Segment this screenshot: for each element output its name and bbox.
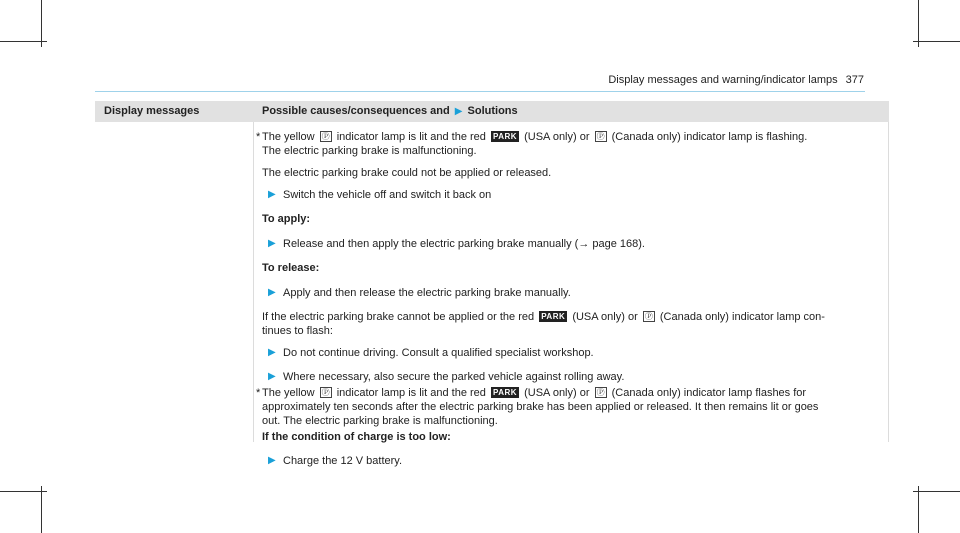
- text: approximately ten seconds after the electric parking brake has been applied or released. It then remains lit or goes: [262, 401, 819, 413]
- asterisk-bullet: *: [256, 131, 261, 143]
- column-divider: [253, 122, 254, 442]
- table-header: [95, 101, 889, 122]
- parking-brake-lamp-icon: Ⓟ: [321, 132, 330, 141]
- parking-brake-lamp-icon: Ⓟ: [321, 388, 330, 397]
- parking-brake-lamp-icon: Ⓟ: [644, 312, 653, 321]
- step: [262, 188, 882, 202]
- step: [262, 370, 882, 384]
- text: The yellow: [262, 387, 315, 399]
- col-header-display-messages: Display messages: [104, 105, 200, 117]
- step-text: Charge the 12 V battery.: [283, 455, 403, 467]
- text: The electric parking brake is malfunctioning.: [262, 145, 477, 157]
- table-right-border: [888, 122, 889, 442]
- step-arrow-icon: ▶: [268, 347, 276, 358]
- step-text: Switch the vehicle off and switch it back on: [283, 189, 492, 201]
- text: The yellow: [262, 131, 315, 143]
- text: (USA only) or: [572, 311, 638, 323]
- text: (Canada only) indicator lamp is flashing.: [611, 131, 808, 143]
- case-1: [256, 130, 882, 158]
- step-arrow-icon: ▶: [268, 238, 276, 249]
- display-messages-table: [95, 101, 889, 467]
- crop-mark: [913, 41, 960, 42]
- col-header-causes-text: Possible causes/consequences and: [262, 105, 450, 117]
- text: (USA only) or: [524, 131, 590, 143]
- step: [262, 286, 882, 300]
- park-lamp-icon: PARK: [541, 312, 566, 321]
- text: indicator lamp is lit and the red: [336, 387, 486, 399]
- subheading-release: To release:: [262, 262, 320, 274]
- arrow-icon: ▶: [454, 106, 463, 117]
- park-lamp-icon: PARK: [492, 132, 518, 141]
- step-arrow-icon: ▶: [268, 455, 276, 466]
- text: out. The electric parking brake is malfunctioning.: [262, 415, 498, 427]
- step-text: Release and then apply the electric parking brake manually (→ page 168).: [283, 238, 645, 250]
- case-2: [256, 386, 882, 428]
- crop-mark: [41, 0, 42, 47]
- step: [262, 237, 882, 251]
- header-rule: [95, 91, 865, 92]
- parking-brake-lamp-icon: Ⓟ: [596, 132, 605, 141]
- step-arrow-icon: ▶: [268, 371, 276, 382]
- text: (Canada only) indicator lamp con-: [659, 311, 825, 323]
- running-head: [608, 74, 864, 86]
- park-lamp-icon: PARK: [492, 388, 518, 397]
- crop-mark: [918, 486, 919, 533]
- subheading-apply: To apply:: [262, 213, 311, 225]
- paragraph: [262, 310, 882, 338]
- step-text: Do not continue driving. Consult a qualified specialist workshop.: [283, 347, 594, 359]
- crop-mark: [41, 486, 42, 533]
- text: (USA only) or: [524, 387, 590, 399]
- table-cell-content: [256, 130, 882, 478]
- crop-mark: [918, 0, 919, 47]
- crop-mark: [0, 41, 47, 42]
- text: tinues to flash:: [262, 325, 333, 337]
- step-arrow-icon: ▶: [268, 189, 276, 200]
- crop-mark: [0, 491, 47, 492]
- step-text: Apply and then release the electric parking brake manually.: [283, 287, 571, 299]
- col-header-solutions-text: Solutions: [467, 105, 518, 117]
- text: indicator lamp is lit and the red: [336, 131, 486, 143]
- step: [262, 454, 882, 468]
- paragraph: The electric parking brake could not be applied or released.: [262, 167, 552, 179]
- step-arrow-icon: ▶: [268, 287, 276, 298]
- text: (Canada only) indicator lamp flashes for: [611, 387, 807, 399]
- col-header-causes: [262, 105, 518, 117]
- step-text: Where necessary, also secure the parked vehicle against rolling away.: [283, 371, 625, 383]
- running-head-title: Display messages and warning/indicator lamps: [608, 74, 838, 86]
- subheading-charge: If the condition of charge is too low:: [262, 431, 451, 443]
- crop-mark: [913, 491, 960, 492]
- page-number: 377: [845, 74, 864, 86]
- asterisk-bullet: *: [256, 387, 261, 399]
- step: [262, 346, 882, 360]
- parking-brake-lamp-icon: Ⓟ: [596, 388, 605, 397]
- text: If the electric parking brake cannot be applied or the red: [262, 311, 535, 323]
